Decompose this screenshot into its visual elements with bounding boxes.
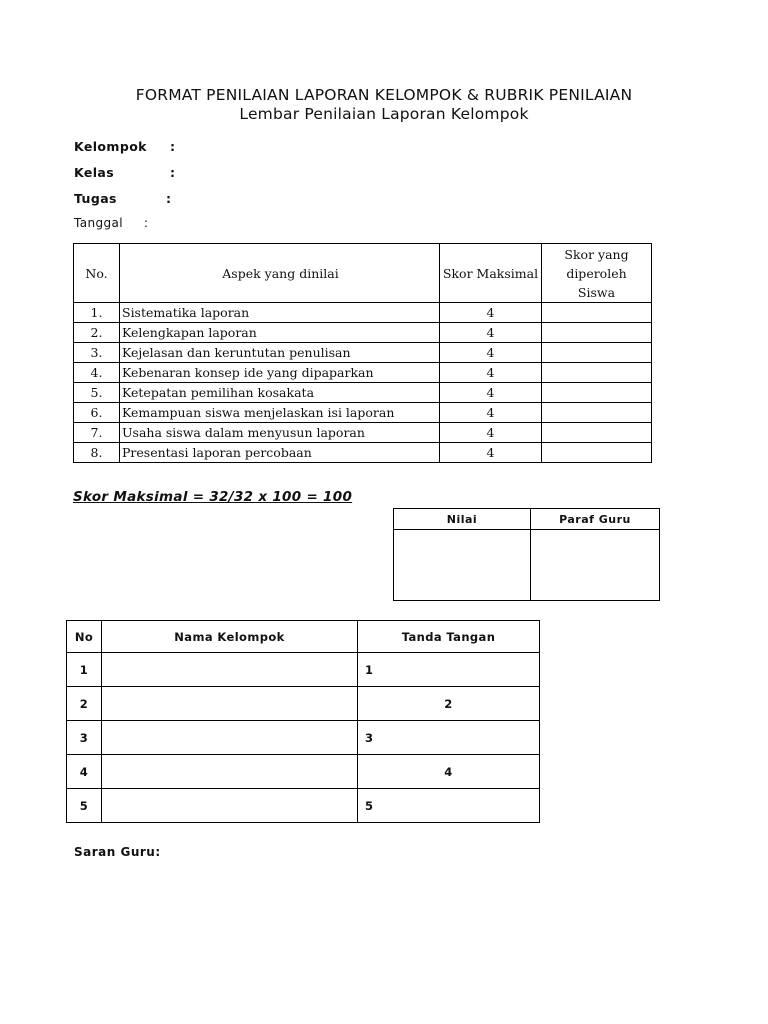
header-paraf-guru: Paraf Guru bbox=[531, 509, 660, 530]
header-tanda-tangan: Tanda Tangan bbox=[358, 621, 540, 653]
row-nama-cell[interactable] bbox=[102, 687, 358, 721]
row-no: 5. bbox=[74, 383, 120, 403]
row-aspek: Sistematika laporan bbox=[120, 303, 440, 323]
row-aspek: Ketepatan pemilihan kosakata bbox=[120, 383, 440, 403]
row-skor: 4 bbox=[440, 443, 542, 463]
row-skor-diperoleh-cell[interactable] bbox=[542, 403, 652, 423]
field-colon: : bbox=[170, 139, 176, 154]
row-tanda-tangan[interactable]: 5 bbox=[358, 789, 540, 823]
row-skor: 4 bbox=[440, 383, 542, 403]
saran-guru-label: Saran Guru: bbox=[74, 845, 161, 859]
header-skor-maksimal: Skor Maksimal bbox=[440, 244, 542, 303]
row-no: 1 bbox=[67, 653, 102, 687]
row-aspek: Kemampuan siswa menjelaskan isi laporan bbox=[120, 403, 440, 423]
row-aspek: Kejelasan dan keruntutan penulisan bbox=[120, 343, 440, 363]
table-row bbox=[67, 687, 540, 721]
aspect-table bbox=[73, 243, 652, 463]
row-skor: 4 bbox=[440, 303, 542, 323]
row-no: 3 bbox=[67, 721, 102, 755]
field-colon: : bbox=[144, 216, 149, 230]
table-row bbox=[74, 323, 652, 343]
row-skor: 4 bbox=[440, 343, 542, 363]
table-row bbox=[74, 403, 652, 423]
field-kelas-label: Kelas bbox=[74, 165, 115, 180]
row-tanda-tangan[interactable]: 3 bbox=[358, 721, 540, 755]
header-no: No bbox=[67, 621, 102, 653]
row-skor: 4 bbox=[440, 403, 542, 423]
row-tanda-tangan[interactable]: 2 bbox=[358, 687, 540, 721]
field-tanggal bbox=[74, 216, 149, 230]
table-row bbox=[67, 789, 540, 823]
row-nama-cell[interactable] bbox=[102, 789, 358, 823]
header-no: No. bbox=[74, 244, 120, 303]
field-tugas-label: Tugas bbox=[74, 191, 117, 206]
row-skor-diperoleh-cell[interactable] bbox=[542, 323, 652, 343]
field-kelompok-label: Kelompok bbox=[74, 139, 147, 154]
paraf-guru-cell[interactable] bbox=[531, 530, 660, 601]
header-diperoleh-line: diperoleh bbox=[566, 265, 627, 281]
row-no: 7. bbox=[74, 423, 120, 443]
header-nama-kelompok: Nama Kelompok bbox=[102, 621, 358, 653]
table-row bbox=[74, 343, 652, 363]
row-skor-diperoleh-cell[interactable] bbox=[542, 303, 652, 323]
skor-maksimal-formula: Skor Maksimal = 32/32 x 100 = 100 bbox=[73, 489, 353, 505]
row-no: 4. bbox=[74, 363, 120, 383]
row-nama-cell[interactable] bbox=[102, 755, 358, 789]
row-tanda-tangan[interactable]: 4 bbox=[358, 755, 540, 789]
header-skor-diperoleh bbox=[542, 244, 652, 303]
row-no: 8. bbox=[74, 443, 120, 463]
field-tanggal-label: Tanggal bbox=[74, 216, 124, 230]
row-skor: 4 bbox=[440, 323, 542, 343]
table-row bbox=[67, 721, 540, 755]
table-row bbox=[74, 303, 652, 323]
page-title: FORMAT PENILAIAN LAPORAN KELOMPOK & RUBRIK PENILAIAN bbox=[135, 86, 633, 104]
row-aspek: Presentasi laporan percobaan bbox=[120, 443, 440, 463]
row-no: 4 bbox=[67, 755, 102, 789]
table-row bbox=[74, 423, 652, 443]
field-kelas bbox=[74, 165, 176, 180]
row-aspek: Kebenaran konsep ide yang dipaparkan bbox=[120, 363, 440, 383]
table-row bbox=[67, 755, 540, 789]
row-skor: 4 bbox=[440, 363, 542, 383]
field-colon: : bbox=[166, 191, 172, 206]
table-row bbox=[67, 653, 540, 687]
header-aspek: Aspek yang dinilai bbox=[120, 244, 440, 303]
nilai-table bbox=[393, 508, 660, 601]
row-skor-diperoleh-cell[interactable] bbox=[542, 443, 652, 463]
row-skor-diperoleh-cell[interactable] bbox=[542, 423, 652, 443]
row-no: 3. bbox=[74, 343, 120, 363]
row-aspek: Usaha siswa dalam menyusun laporan bbox=[120, 423, 440, 443]
row-nama-cell[interactable] bbox=[102, 721, 358, 755]
row-no: 6. bbox=[74, 403, 120, 423]
row-skor-diperoleh-cell[interactable] bbox=[542, 363, 652, 383]
field-tugas bbox=[74, 191, 172, 206]
nilai-cell[interactable] bbox=[394, 530, 531, 601]
row-skor: 4 bbox=[440, 423, 542, 443]
row-nama-cell[interactable] bbox=[102, 653, 358, 687]
table-row bbox=[74, 363, 652, 383]
header-diperoleh-line: Skor yang bbox=[564, 246, 629, 262]
row-no: 5 bbox=[67, 789, 102, 823]
group-table-header bbox=[67, 621, 540, 653]
header-nilai: Nilai bbox=[394, 509, 531, 530]
row-skor-diperoleh-cell[interactable] bbox=[542, 343, 652, 363]
table-row bbox=[74, 383, 652, 403]
field-colon: : bbox=[170, 165, 176, 180]
row-skor-diperoleh-cell[interactable] bbox=[542, 383, 652, 403]
page-subtitle: Lembar Penilaian Laporan Kelompok bbox=[239, 105, 529, 123]
row-no: 2 bbox=[67, 687, 102, 721]
table-row bbox=[74, 443, 652, 463]
header-diperoleh-line: Siswa bbox=[577, 284, 616, 300]
row-tanda-tangan[interactable]: 1 bbox=[358, 653, 540, 687]
row-no: 2. bbox=[74, 323, 120, 343]
field-kelompok bbox=[74, 139, 176, 154]
group-table bbox=[66, 620, 540, 823]
row-no: 1. bbox=[74, 303, 120, 323]
row-aspek: Kelengkapan laporan bbox=[120, 323, 440, 343]
aspect-table-header bbox=[74, 244, 652, 303]
